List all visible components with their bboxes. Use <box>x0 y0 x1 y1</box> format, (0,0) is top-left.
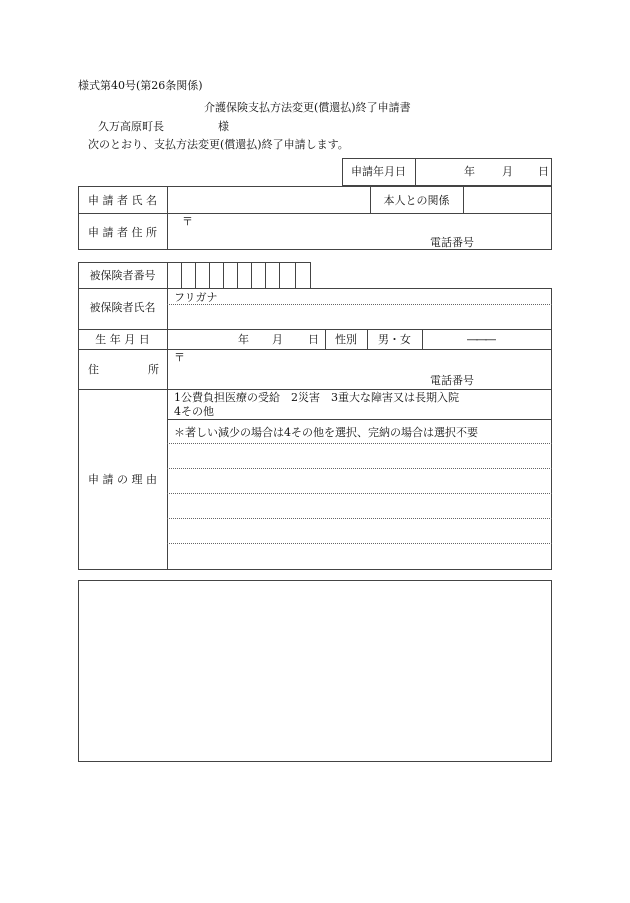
insured-postal-mark: 〒 <box>174 351 185 364</box>
application-year-unit: 年 <box>464 165 475 178</box>
application-month-unit: 月 <box>502 165 513 178</box>
birth-year-unit: 年 <box>238 333 249 346</box>
relation-label: 本人との関係 <box>383 194 450 207</box>
applicant-address-label: 申 請 者 住 所 <box>88 226 157 239</box>
sex-options: 男・女 <box>378 333 411 346</box>
birth-date-label: 生 年 月 日 <box>95 333 150 346</box>
furigana-label: フリガナ <box>174 291 218 304</box>
applicant-postal-mark: 〒 <box>182 215 193 228</box>
insured-address-label-2: 所 <box>148 363 159 376</box>
application-day-unit: 日 <box>538 165 549 178</box>
reason-options-line1: 1公費負担医療の受給 2災害 3重大な障害又は長期入院 <box>174 391 459 404</box>
application-date-label: 申請年月日 <box>351 165 406 178</box>
addressee: 久万高原町長 <box>98 120 164 133</box>
applicant-name-label: 申 請 者 氏 名 <box>88 194 157 207</box>
birth-day-unit: 日 <box>308 333 319 346</box>
insured-phone-label: 電話番号 <box>430 374 474 387</box>
sex-label: 性別 <box>335 333 357 346</box>
reason-options-line2: 4その他 <box>174 405 214 418</box>
intro-text: 次のとおり、支払方法変更(償還払)終了申請します。 <box>88 138 349 151</box>
insured-address-label-1: 住 <box>88 363 99 376</box>
form-title: 介護保険支払方法変更(償還払)終了申請書 <box>204 101 411 114</box>
form-number: 様式第40号(第26条関係) <box>78 79 203 92</box>
age-dash: ――― <box>467 333 494 346</box>
reason-label: 申 請 の 理 由 <box>88 473 157 486</box>
honorific: 様 <box>218 120 229 133</box>
birth-month-unit: 月 <box>272 333 283 346</box>
applicant-phone-label: 電話番号 <box>430 236 474 249</box>
reason-note: ＊著しい減少の場合は4その他を選択、完納の場合は選択不要 <box>174 426 478 439</box>
remarks-box <box>78 580 552 762</box>
insured-name-label: 被保険者氏名 <box>89 301 156 314</box>
insured-number-label: 被保険者番号 <box>89 269 156 282</box>
